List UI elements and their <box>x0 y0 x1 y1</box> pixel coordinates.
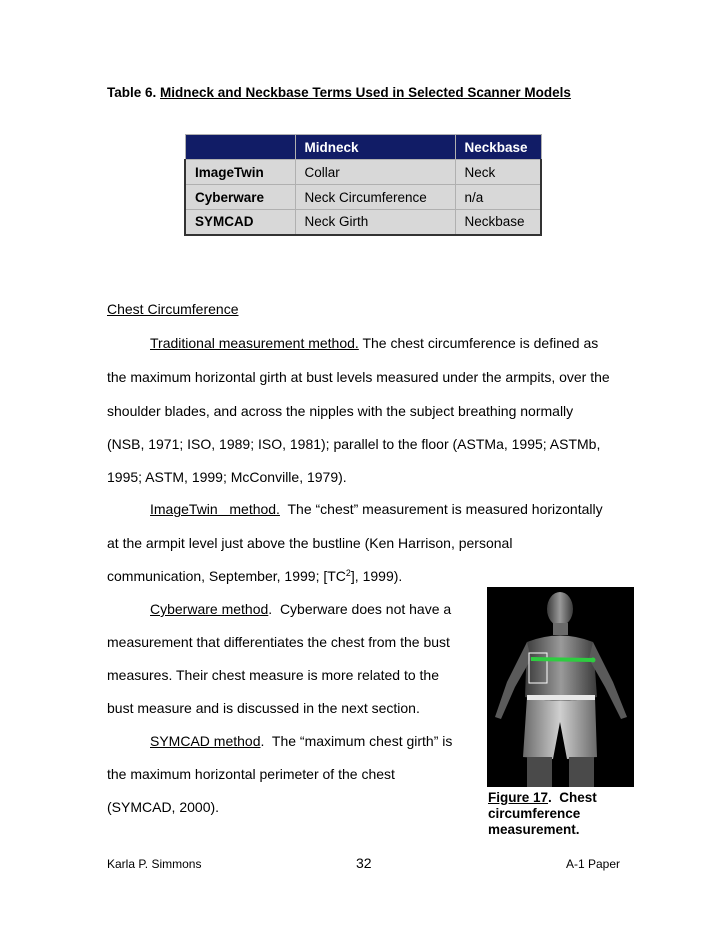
paragraph-line: Cyberware method. Cyberware does not have a <box>150 601 452 617</box>
paragraph-line: at the armpit level just above the bustline (Ken Harrison, personal <box>107 535 513 551</box>
neckbase-cell: Neckbase <box>455 210 541 235</box>
section-heading: Chest Circumference <box>107 301 239 317</box>
paragraph-line: the maximum horizontal girth at bust levels measured under the armpits, over the <box>107 369 610 385</box>
imagetwin-method-label: ImageTwin method. <box>150 501 280 517</box>
paragraph-line: ImageTwin method. The “chest” measurement is measured horizontally <box>150 501 603 517</box>
paragraph-line: the maximum horizontal perimeter of the chest <box>107 766 395 782</box>
table-header-cell: Neckbase <box>455 135 541 160</box>
paragraph-line: (NSB, 1971; ISO, 1989; ISO, 1981); parallel to the floor (ASTMa, 1995; ASTMb, <box>107 436 601 452</box>
scanner-name-cell: Cyberware <box>185 185 295 210</box>
table-header-row <box>185 135 541 160</box>
scanner-name-cell: ImageTwin <box>185 160 295 185</box>
table-caption-prefix: Table 6. <box>107 85 161 100</box>
figure-caption: Figure 17. Chest circumference measurement. <box>488 790 597 837</box>
paragraph-line: (SYMCAD, 2000). <box>107 799 220 815</box>
table-caption <box>107 85 571 100</box>
neckbase-cell: n/a <box>455 185 541 210</box>
table-row <box>185 160 541 185</box>
symcad-method-label: SYMCAD method <box>150 733 261 749</box>
superscript: 2 <box>345 568 351 578</box>
figure-label: Figure 17 <box>488 790 549 805</box>
table-caption-title: Midneck and Neckbase Terms Used in Selected Scanner Models <box>160 85 571 100</box>
footer-author: Karla P. Simmons <box>107 857 202 871</box>
paragraph-line: measurement that differentiates the chest from the bust <box>107 634 450 650</box>
body-scan-image <box>487 587 634 787</box>
paragraph-line: communication, September, 1999; $[TC^2]$, 1999). <box>107 568 403 584</box>
table-header-cell: Midneck <box>295 135 455 160</box>
midneck-cell: Neck Circumference <box>295 185 455 210</box>
page-number: 32 <box>356 855 372 871</box>
paragraph-line: measures. Their chest measure is more related to the <box>107 667 440 683</box>
chest-measure-line <box>531 659 593 660</box>
midneck-cell: Collar <box>295 160 455 185</box>
table-row <box>185 210 541 235</box>
paragraph-line: SYMCAD method. The “maximum chest girth” is <box>150 733 453 749</box>
paragraph-line: Traditional measurement method. The chest circumference is defined as <box>150 335 599 351</box>
terms-table <box>184 134 542 236</box>
body-scan-figure <box>487 587 634 787</box>
paragraph-line: shoulder blades, and across the nipples with the subject breathing normally <box>107 403 574 419</box>
paragraph-line: bust measure and is discussed in the next section. <box>107 700 420 716</box>
cyberware-method-label: Cyberware method <box>150 601 269 617</box>
neckbase-cell: Neck <box>455 160 541 185</box>
traditional-method-label: Traditional measurement method. <box>150 335 359 351</box>
paragraph-line: 1995; ASTM, 1999; McConville, 1979). <box>107 469 347 485</box>
scanner-name-cell: SYMCAD <box>185 210 295 235</box>
midneck-cell: Neck Girth <box>295 210 455 235</box>
table-row <box>185 185 541 210</box>
table-header-cell <box>185 135 295 160</box>
footer-doc-label: A-1 Paper <box>566 857 621 871</box>
